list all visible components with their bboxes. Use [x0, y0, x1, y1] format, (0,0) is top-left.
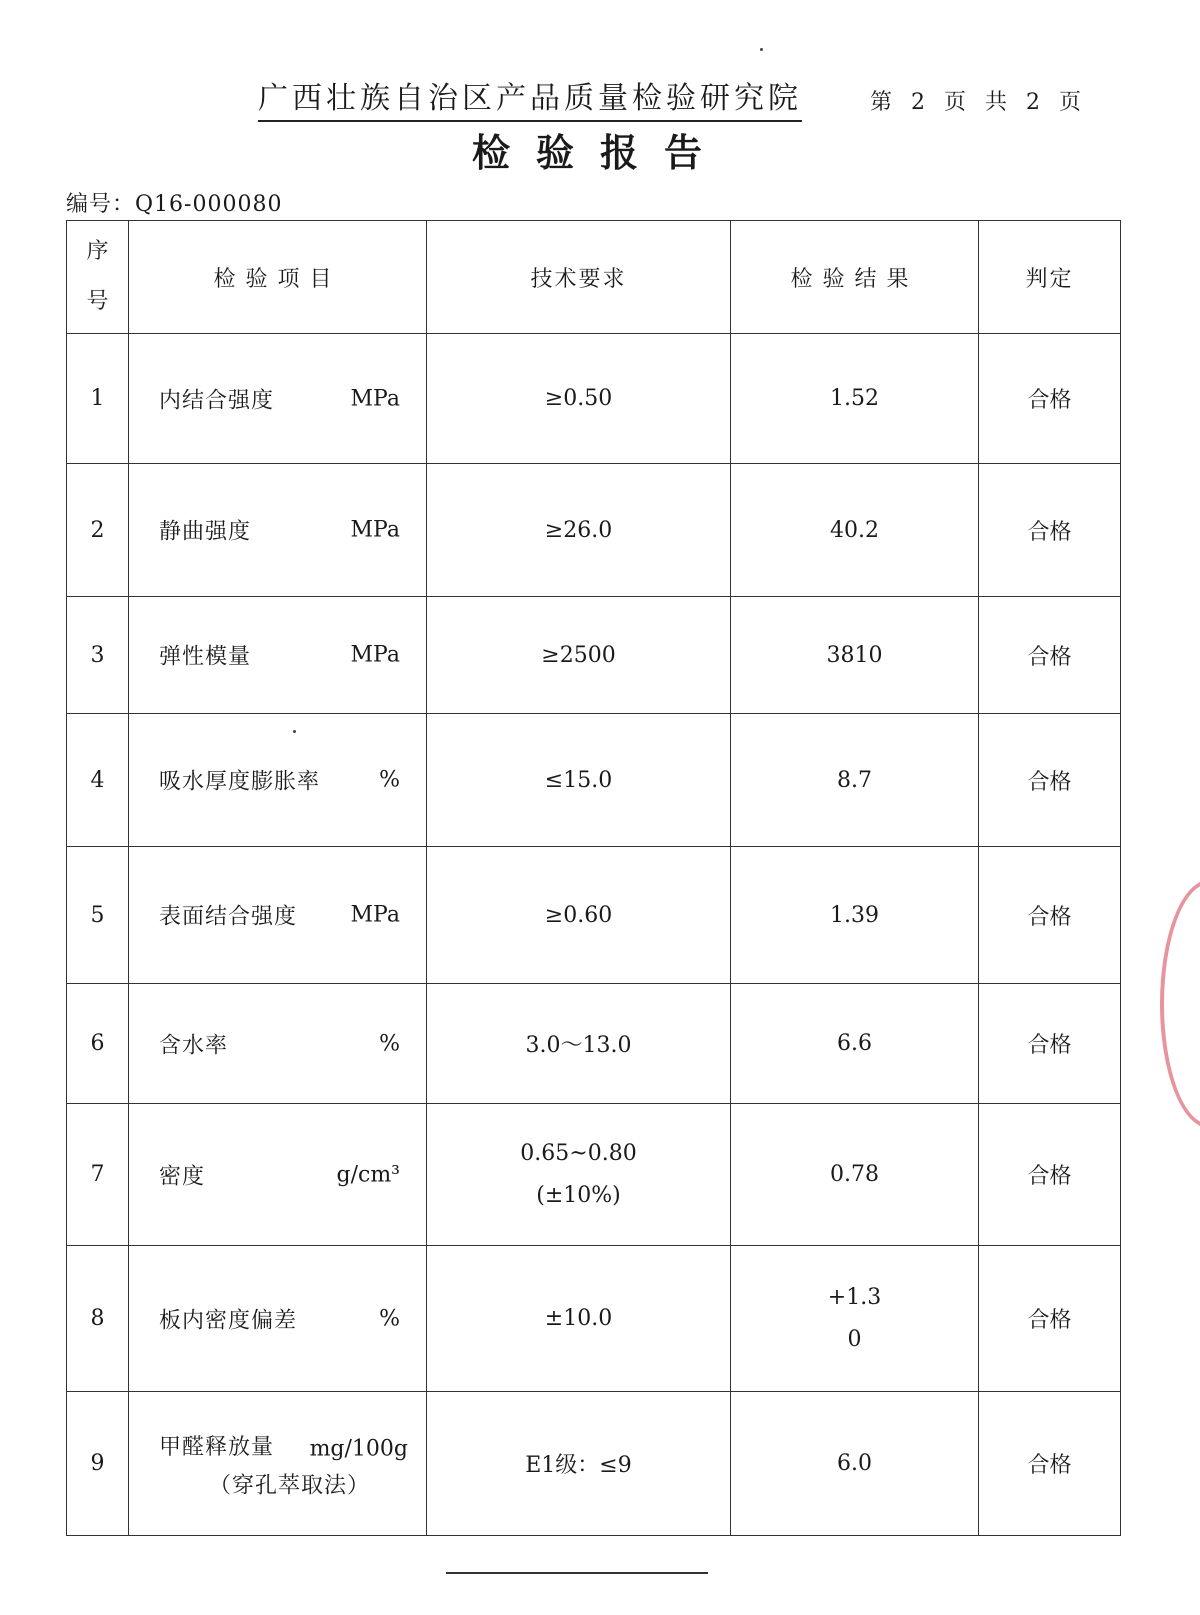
row-seq: 2 — [67, 464, 129, 597]
item-unit: g/cm³ — [336, 1162, 400, 1187]
header-verdict: 判定 — [979, 221, 1121, 334]
table-row — [67, 334, 1121, 464]
row-item — [129, 464, 427, 597]
row-requirement: ≥26.0 — [427, 464, 731, 597]
row-result: 1.52 — [731, 334, 979, 464]
item-method: （穿孔萃取法） — [209, 1473, 371, 1499]
footer-line — [446, 1572, 708, 1574]
row-verdict: 合格 — [979, 1246, 1121, 1392]
row-verdict: 合格 — [979, 1104, 1121, 1246]
item-name: 含水率 — [159, 1033, 229, 1058]
row-seq: 8 — [67, 1246, 129, 1392]
item-name: 表面结合强度 — [159, 904, 298, 930]
row-requirement: ≥0.60 — [427, 847, 731, 984]
row-result: 6.0 — [731, 1392, 979, 1536]
header-seq-bottom: 号 — [86, 289, 109, 314]
header-seq — [67, 221, 129, 334]
table-row — [67, 1392, 1121, 1536]
row-seq: 3 — [67, 597, 129, 714]
row-requirement: ≤15.0 — [427, 714, 731, 847]
row-item — [129, 597, 427, 714]
header-result: 检验结果 — [731, 221, 979, 334]
row-seq: 6 — [67, 984, 129, 1104]
row-item — [129, 1392, 427, 1536]
row-item — [129, 847, 427, 984]
item-name: 板内密度偏差 — [159, 1308, 298, 1333]
scan-speck — [293, 730, 296, 733]
item-unit: MPa — [350, 517, 400, 543]
row-result: 8.7 — [731, 714, 979, 847]
row-verdict: 合格 — [979, 984, 1121, 1104]
item-unit: % — [379, 1031, 400, 1056]
row-requirement — [427, 1104, 731, 1246]
table-row — [67, 847, 1121, 984]
requirement-line2: (±10%) — [536, 1182, 621, 1208]
row-seq: 4 — [67, 714, 129, 847]
report-header — [0, 0, 1200, 225]
row-verdict: 合格 — [979, 597, 1121, 714]
table-row — [67, 984, 1121, 1104]
row-verdict: 合格 — [979, 334, 1121, 464]
item-unit: MPa — [350, 642, 400, 668]
item-unit: % — [379, 1306, 400, 1331]
item-name: 弹性模量 — [159, 644, 252, 670]
row-result: 6.6 — [731, 984, 979, 1104]
row-item — [129, 984, 427, 1104]
row-verdict: 合格 — [979, 464, 1121, 597]
item-unit: % — [379, 767, 400, 793]
row-item — [129, 334, 427, 464]
item-unit: mg/100g — [309, 1436, 408, 1461]
row-requirement: E1级：≤9 — [427, 1392, 731, 1536]
institution-name: 广西壮族自治区产品质量检验研究院 — [258, 80, 802, 122]
requirement-line1: 0.65~0.80 — [520, 1140, 637, 1166]
row-verdict: 合格 — [979, 1392, 1121, 1536]
item-unit: MPa — [350, 902, 400, 928]
header-requirement: 技术要求 — [427, 221, 731, 334]
row-result: 40.2 — [731, 464, 979, 597]
page-info: 第 2 页 共 2 页 — [870, 90, 1087, 115]
row-verdict: 合格 — [979, 847, 1121, 984]
item-name: 甲醛释放量 — [159, 1434, 275, 1460]
table-row — [67, 1246, 1121, 1392]
item-name: 吸水厚度膨胀率 — [159, 769, 321, 795]
result-line1: +1.3 — [827, 1284, 882, 1310]
report-title: 检验报告 — [471, 130, 728, 175]
header-item: 检验项目 — [129, 221, 427, 334]
item-name: 静曲强度 — [159, 519, 252, 545]
table-header-row — [67, 221, 1121, 334]
result-line2: 0 — [847, 1326, 862, 1352]
row-item — [129, 714, 427, 847]
row-seq: 7 — [67, 1104, 129, 1246]
row-requirement: ≥0.50 — [427, 334, 731, 464]
inspection-table — [66, 220, 1121, 1536]
row-verdict: 合格 — [979, 714, 1121, 847]
item-name: 内结合强度 — [159, 388, 275, 413]
row-requirement: ≥2500 — [427, 597, 731, 714]
row-requirement: 3.0～13.0 — [427, 984, 731, 1104]
row-result: 0.78 — [731, 1104, 979, 1246]
table-row — [67, 714, 1121, 847]
red-seal-stamp — [1160, 880, 1200, 1128]
table-row — [67, 597, 1121, 714]
table-row — [67, 1104, 1121, 1246]
row-seq: 9 — [67, 1392, 129, 1536]
row-requirement: ±10.0 — [427, 1246, 731, 1392]
scan-speck — [760, 48, 763, 51]
report-number: 编号：Q16-000080 — [66, 192, 283, 217]
table-row — [67, 464, 1121, 597]
row-result — [731, 1246, 979, 1392]
header-seq-top: 序 — [86, 239, 109, 264]
row-item — [129, 1104, 427, 1246]
row-seq: 5 — [67, 847, 129, 984]
row-item — [129, 1246, 427, 1392]
item-unit: MPa — [350, 386, 400, 411]
row-seq: 1 — [67, 334, 129, 464]
row-result: 3810 — [731, 597, 979, 714]
row-result: 1.39 — [731, 847, 979, 984]
item-name: 密度 — [159, 1164, 206, 1189]
